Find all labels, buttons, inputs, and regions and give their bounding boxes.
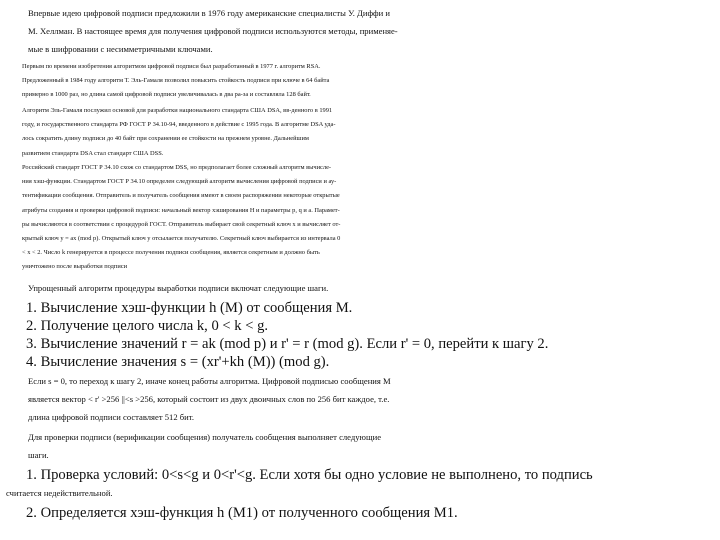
text-line: Если s = 0, то переход к шагу 2, иначе конец работы алгоритма. Цифровой подписью сообщения M — [28, 376, 391, 386]
verification-step-2 — [6, 504, 712, 522]
text-line: < x < 2. Число k генерируется в процессе получения подписи сообщения, является секретным и должно быть — [22, 249, 320, 257]
text-line: мые в шифровании с несимметричными ключами. — [28, 44, 213, 54]
verification-step-1 — [6, 466, 712, 502]
text-line: Впервые идею цифровой подписи предложили в 1976 году американские специалисты У. Диффи и — [28, 8, 390, 18]
text-line: году, и государственного стандарта РФ ГОСТ Р 34.10-94, введенного в действие с 1995 года. В алгоритме DSA уда- — [22, 121, 336, 129]
text-line: 2. Определяется хэш-функция h (M1) от полученного сообщения M1. — [26, 505, 458, 521]
text-line: примерно в 1000 раз, но длина самой цифровой подписи увеличивалась в два ра-за и составляла 128 байт. — [22, 91, 311, 99]
text-line: Первым по времени изобретения алгоритмом цифровой подписи был разработанный в 1977 г. алгоритм RSA. — [22, 63, 321, 70]
text-line: Алгоритм Эль-Гамаля послужил основой для разработки национального стандарта США DSA, вв-денного в 1991 — [22, 107, 333, 114]
algorithm-intro — [6, 279, 712, 297]
text-line: Российский стандарт ГОСТ Р 34.10 схож со стандартом DSS, но предполагает более сложный алгоритм вычисле- — [22, 164, 332, 171]
text-line: атрибуты создания и проверки цифровой подписи: начальный вектор хэширования H и параметры p, q и a. Парамет- — [22, 206, 340, 214]
text-line: длина цифровой подписи составляет 512 бит. — [28, 412, 194, 422]
text-line: М. Хеллман. В настоящее время для получения цифровой подписи используются методы, применяе- — [28, 26, 398, 36]
text-line: является вектор < r' >256 ||<s >256, который состоит из двух двоичных слов по 256 бит каждое, т.е. — [28, 394, 390, 404]
history-paragraph-rsa — [6, 60, 712, 103]
text-line: Упрощенный алгоритм процедуры выработки подписи включат следующие шаги. — [28, 283, 329, 293]
algorithm-steps — [6, 299, 712, 371]
text-line: Для проверки подписи (верификации сообщения) получатель сообщения выполняет следующие — [28, 432, 382, 442]
history-paragraph-gost — [6, 161, 712, 275]
text-line: тентификации сообщения. Отправитель и получатель сообщения имеют в своем распоряжении некоторые открытые — [22, 192, 340, 200]
text-line: считается недействительной. — [6, 488, 113, 498]
history-paragraph-dsa — [6, 104, 712, 161]
intro-paragraph — [6, 4, 712, 58]
text-line: лось сократить длину подписи до 40 байт при сохранении ее стойкости на прежнем уровне. Дальнейшим — [22, 135, 309, 143]
text-line: шаги. — [28, 450, 49, 460]
algorithm-step: 3. Вычисление значений r = ak (mod p) и r' = r (mod g). Если r' = 0, перейти к шагу 2. — [26, 336, 549, 352]
text-line: Предложенный в 1984 году алгоритм Т. Эль-Гамаля позволил повысить стойкость подписи при ключе в 64 байта — [22, 77, 330, 85]
text-line: ры вычисляются в соответствии с процедурой ГОСТ. Отправитель выбирает свой секретный ключ x и вычисляет от- — [22, 220, 341, 228]
verification-intro — [6, 428, 712, 464]
algorithm-step: 4. Вычисление значения s = (xr'+kh (M)) (mod g). — [26, 354, 330, 370]
text-line: уничтожено после выработки подписи — [22, 263, 128, 271]
text-line: ния хэш-функции. Стандартом ГОСТ Р 34.10 определен следующий алгоритм вычисления цифровой подписи и ау- — [22, 178, 337, 186]
algorithm-step: 2. Получение целого числа k, 0 < k < g. — [26, 318, 269, 334]
text-line: 1. Проверка условий: 0<s<g и 0<r'<g. Если хотя бы одно условие не выполнено, то подпись — [26, 467, 593, 483]
algorithm-step: 1. Вычисление хэш-функции h (M) от сообщения M. — [26, 300, 353, 316]
text-line: развитием стандарта DSA стал стандарт США DSS. — [22, 149, 164, 157]
algorithm-result — [6, 372, 712, 426]
text-line: крытый ключ y = ax (mod p). Открытый ключ y отсылается получателю. Секретный ключ выбирается из интервала 0 — [22, 235, 341, 243]
